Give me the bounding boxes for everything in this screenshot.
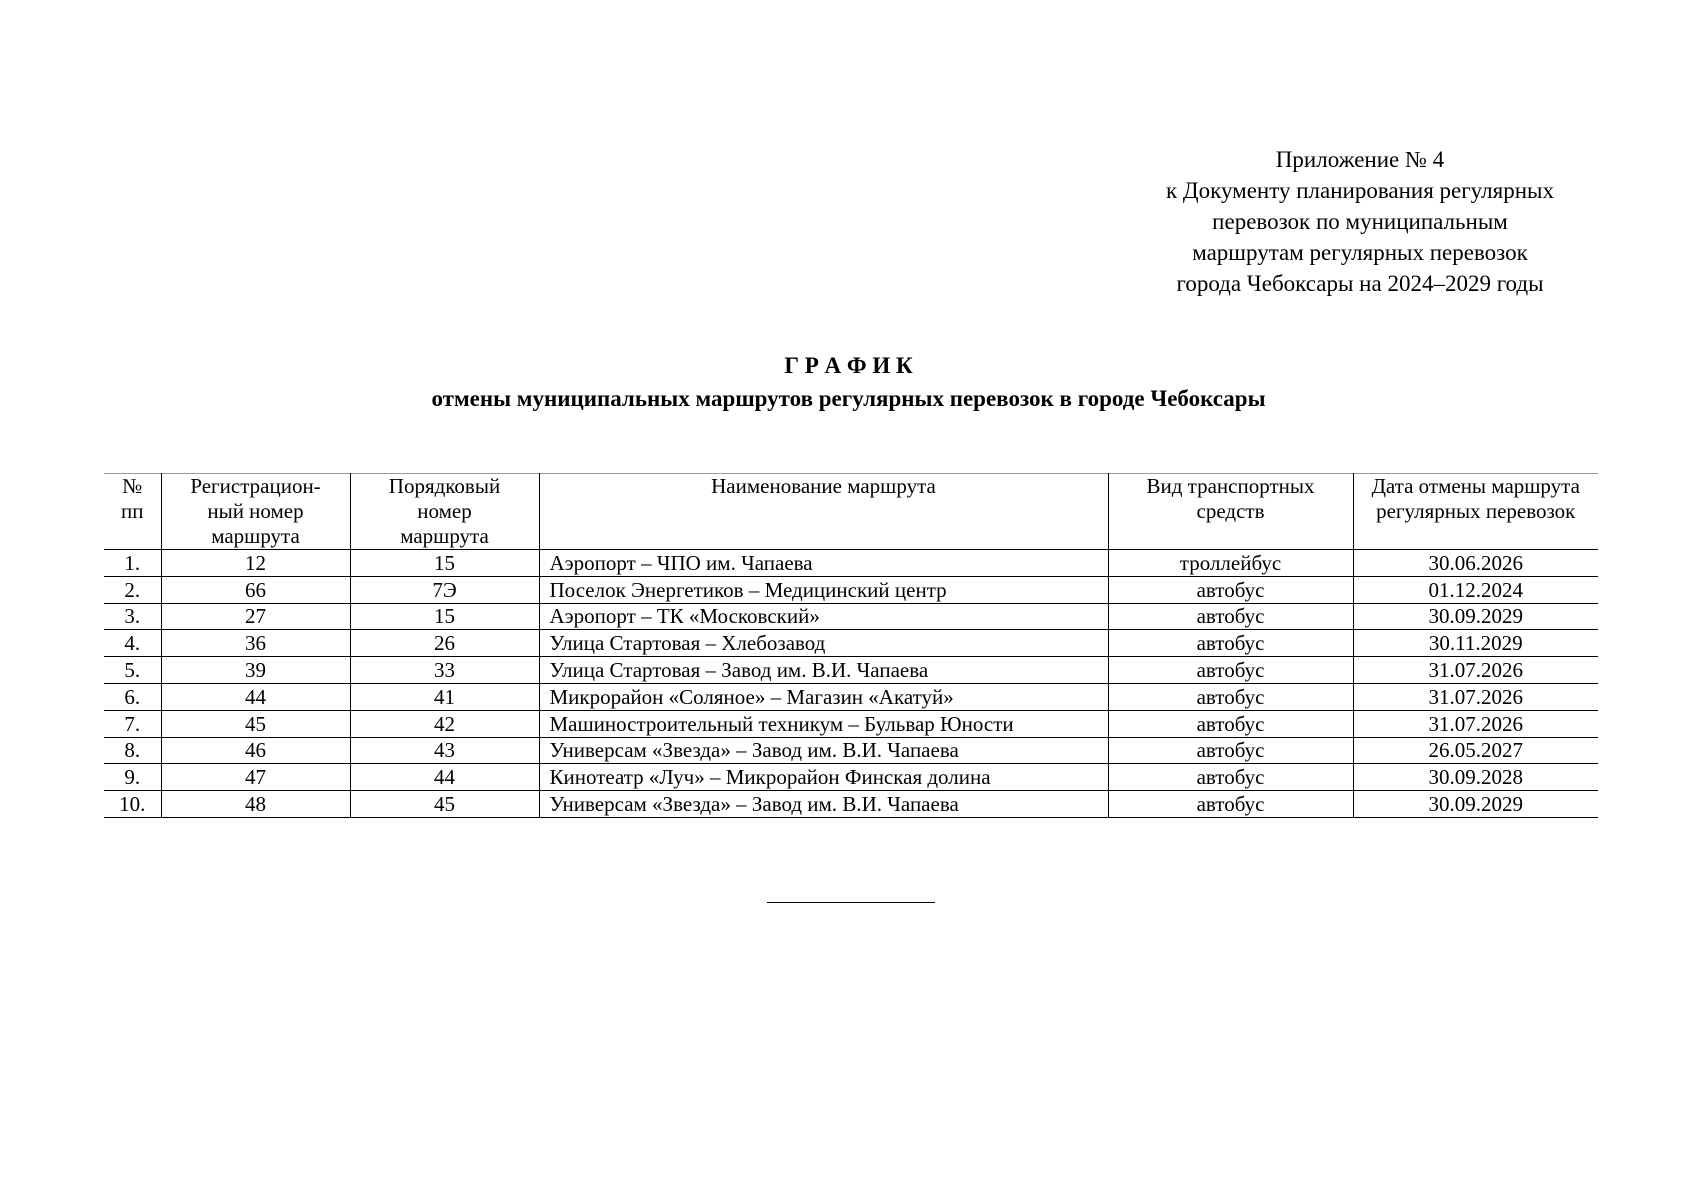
table-row [104, 737, 1598, 764]
cell-vehicle-type: троллейбус [1108, 550, 1353, 577]
cell-route-name: Аэропорт – ЧПО им. Чапаева [539, 550, 1108, 577]
header-line: № [122, 474, 143, 498]
appendix-line: маршрутам регулярных перевозок [1192, 240, 1528, 265]
header-route-name [539, 474, 1108, 550]
appendix-block [1130, 144, 1590, 299]
cell-ordinal-number: 33 [350, 657, 539, 684]
header-cancellation-date [1353, 474, 1598, 550]
header-line: пп [121, 499, 144, 523]
cell-number: 7. [104, 710, 161, 737]
cell-vehicle-type: автобус [1108, 710, 1353, 737]
table-row [104, 657, 1598, 684]
cell-route-name: Поселок Энергетиков – Медицинский центр [539, 576, 1108, 603]
cell-vehicle-type: автобус [1108, 791, 1353, 818]
cell-number: 8. [104, 737, 161, 764]
cell-number: 3. [104, 603, 161, 630]
cell-registration-number: 45 [161, 710, 350, 737]
cell-registration-number: 27 [161, 603, 350, 630]
cell-route-name: Микрорайон «Соляное» – Магазин «Акатуй» [539, 683, 1108, 710]
header-line: ный номер [207, 499, 304, 523]
appendix-line: города Чебоксары на 2024–2029 годы [1176, 271, 1544, 296]
cell-route-name: Машиностроительный техникум – Бульвар Юности [539, 710, 1108, 737]
header-line: Дата отмены маршрута [1371, 474, 1580, 498]
table-row [104, 603, 1598, 630]
table-row [104, 576, 1598, 603]
document-subtitle: отмены муниципальных маршрутов регулярных перевозок в городе Чебоксары [431, 386, 1266, 411]
document-title: Г Р А Ф И К [784, 353, 913, 378]
cell-number: 6. [104, 683, 161, 710]
cell-registration-number: 47 [161, 764, 350, 791]
cell-route-name: Улица Стартовая – Хлебозавод [539, 630, 1108, 657]
table-body [104, 550, 1598, 818]
table-row [104, 791, 1598, 818]
cell-number: 5. [104, 657, 161, 684]
cell-vehicle-type: автобус [1108, 603, 1353, 630]
header-registration-number [161, 474, 350, 550]
table-row [104, 550, 1598, 577]
table-header-row [104, 474, 1598, 550]
cell-vehicle-type: автобус [1108, 764, 1353, 791]
header-line: маршрута [211, 524, 300, 548]
cell-cancellation-date: 30.09.2029 [1353, 791, 1598, 818]
cell-cancellation-date: 26.05.2027 [1353, 737, 1598, 764]
cell-route-name: Универсам «Звезда» – Завод им. В.И. Чапаева [539, 791, 1108, 818]
header-number [104, 474, 161, 550]
cell-vehicle-type: автобус [1108, 737, 1353, 764]
cell-cancellation-date: 31.07.2026 [1353, 683, 1598, 710]
table-row [104, 630, 1598, 657]
cell-vehicle-type: автобус [1108, 630, 1353, 657]
cell-number: 1. [104, 550, 161, 577]
cell-cancellation-date: 31.07.2026 [1353, 710, 1598, 737]
cell-cancellation-date: 30.09.2029 [1353, 603, 1598, 630]
header-vehicle-type [1108, 474, 1353, 550]
cell-vehicle-type: автобус [1108, 576, 1353, 603]
cell-ordinal-number: 43 [350, 737, 539, 764]
cell-ordinal-number: 26 [350, 630, 539, 657]
cell-cancellation-date: 30.11.2029 [1353, 630, 1598, 657]
table-row [104, 683, 1598, 710]
header-line: Вид транспортных [1146, 474, 1315, 498]
header-line: средств [1196, 499, 1265, 523]
cell-registration-number: 44 [161, 683, 350, 710]
header-line: маршрута [400, 524, 489, 548]
cell-route-name: Аэропорт – ТК «Московский» [539, 603, 1108, 630]
cell-ordinal-number: 15 [350, 603, 539, 630]
cell-number: 10. [104, 791, 161, 818]
header-line: Регистрацион- [190, 474, 321, 498]
end-divider-line [767, 902, 935, 903]
cell-ordinal-number: 41 [350, 683, 539, 710]
cell-ordinal-number: 42 [350, 710, 539, 737]
cell-ordinal-number: 44 [350, 764, 539, 791]
cell-registration-number: 36 [161, 630, 350, 657]
cell-ordinal-number: 15 [350, 550, 539, 577]
cell-vehicle-type: автобус [1108, 657, 1353, 684]
header-line: регулярных перевозок [1376, 499, 1576, 523]
cell-cancellation-date: 30.09.2028 [1353, 764, 1598, 791]
cell-number: 4. [104, 630, 161, 657]
header-line: Порядковый [388, 474, 501, 498]
cell-number: 9. [104, 764, 161, 791]
cell-cancellation-date: 01.12.2024 [1353, 576, 1598, 603]
cell-ordinal-number: 45 [350, 791, 539, 818]
header-line: Наименование маршрута [711, 474, 936, 498]
cell-vehicle-type: автобус [1108, 683, 1353, 710]
appendix-line: к Документу планирования регулярных [1165, 178, 1554, 203]
cell-number: 2. [104, 576, 161, 603]
header-ordinal-number [350, 474, 539, 550]
cell-cancellation-date: 30.06.2026 [1353, 550, 1598, 577]
appendix-line: перевозок по муниципальным [1212, 209, 1508, 234]
table-row [104, 764, 1598, 791]
table-row [104, 710, 1598, 737]
cell-cancellation-date: 31.07.2026 [1353, 657, 1598, 684]
cell-ordinal-number: 7Э [350, 576, 539, 603]
cell-registration-number: 12 [161, 550, 350, 577]
route-cancellation-table [104, 473, 1598, 818]
cell-registration-number: 66 [161, 576, 350, 603]
header-line: номер [417, 499, 472, 523]
cell-route-name: Кинотеатр «Луч» – Микрорайон Финская долина [539, 764, 1108, 791]
cell-registration-number: 46 [161, 737, 350, 764]
cell-route-name: Улица Стартовая – Завод им. В.И. Чапаева [539, 657, 1108, 684]
cell-registration-number: 48 [161, 791, 350, 818]
cell-route-name: Универсам «Звезда» – Завод им. В.И. Чапаева [539, 737, 1108, 764]
appendix-line: Приложение № 4 [1275, 147, 1445, 172]
cell-registration-number: 39 [161, 657, 350, 684]
